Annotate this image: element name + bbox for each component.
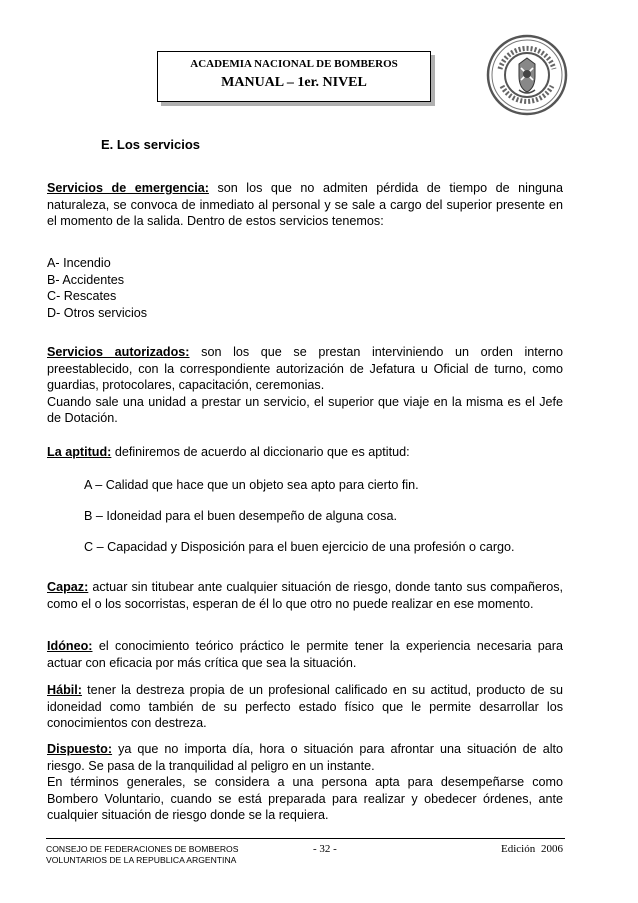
page-number: - 32 - [313,843,337,855]
capaz-term: Capaz: [47,580,89,594]
emergencia-paragraph [47,180,563,230]
definition-item: A – Calidad que hace que un objeto sea apto para cierto fin. [84,478,419,492]
idoneo-term: Idóneo: [47,639,93,653]
habil-paragraph [47,682,563,732]
definition-item: C – Capacidad y Disposición para el buen ejercicio de una profesión o cargo. [84,540,515,554]
header-academy-title: ACADEMIA NACIONAL DE BOMBEROS [190,58,398,70]
list-item: D- Otros servicios [47,305,148,320]
header-box [157,51,431,102]
list-item: C- Rescates [47,289,117,303]
dispuesto-term: Dispuesto: [47,742,113,756]
capaz-paragraph [47,579,563,612]
aptitud-term: La aptitud: [47,445,112,459]
autorizados-text-2: Cuando sale una unidad a prestar un servicio, el superior que viaje en la misma es el Jefe de Dotación. [47,394,563,425]
emergencia-term: Servicios de emergencia: [47,181,209,195]
list-item: B- Accidentes [47,272,125,287]
footer-edition-year: 2006 [541,843,563,855]
list-item: A- Incendio [47,256,111,270]
autorizados-paragraph [47,344,563,427]
footer-org-line-2: VOLUNTARIOS DE LA REPUBLICA ARGENTINA [46,855,237,865]
capaz-text: actuar sin titubear ante cualquier situación de riesgo, donde tanto sus compañeros, como el o los socorristas, esperan de él lo que otro no puede realizar en ese momento. [47,580,563,611]
dispuesto-text-2: En términos generales, se considera a una persona apta para desempeñarse como Bombero Voluntario, cuando se está preparada para realizar y obedecer órdenes, ante cualquier situación de riesgo donde se la requiera. [47,775,563,822]
emergencia-text: son los que no admiten pérdida de tiempo de ninguna naturaleza, se convoca de inmediato al personal y se sale a cargo del superior presente en el momento de la salida. Dentro de estos servicios tenemos: [47,181,563,228]
autorizados-text: son los que se prestan interviniendo un orden interno preestablecido, con la correspondiente autorización de Jefatura u Oficial de turno, como guardias, protocolares, capacitación, ceremonias. [47,345,564,392]
federation-seal-icon [486,34,568,116]
habil-text: tener la destreza propia de un profesional calificado en su actitud, producto de su idoneidad como también de su perfecto estado físico que le permite desarrollar los conocimientos con destreza. [47,683,563,730]
definition-item: B – Idoneidad para el buen desempeño de alguna cosa. [84,509,397,523]
idoneo-paragraph [47,638,563,671]
dispuesto-paragraph [47,741,563,824]
services-list [47,255,147,321]
habil-term: Hábil: [47,683,82,697]
footer-divider [46,838,565,839]
footer-edition-label: Edición [501,843,536,855]
footer-org-line-1: CONSEJO DE FEDERACIONES DE BOMBEROS [46,844,239,854]
aptitud-text: definiremos de acuerdo al diccionario que es aptitud: [111,445,410,459]
footer-organization [46,844,238,866]
section-title: E. Los servicios [101,137,200,152]
header-manual-title: MANUAL – 1er. NIVEL [221,75,367,90]
aptitud-paragraph [47,444,563,461]
dispuesto-text: ya que no importa día, hora o situación para afrontar una situación de alto riesgo. Se pasa de la tranquilidad al peligro en un instante. [47,742,563,773]
idoneo-text: el conocimiento teórico práctico le permite tener la experiencia necesaria para actuar con eficacia por más crítica que sea la situación. [47,639,563,670]
autorizados-term: Servicios autorizados: [47,345,190,359]
